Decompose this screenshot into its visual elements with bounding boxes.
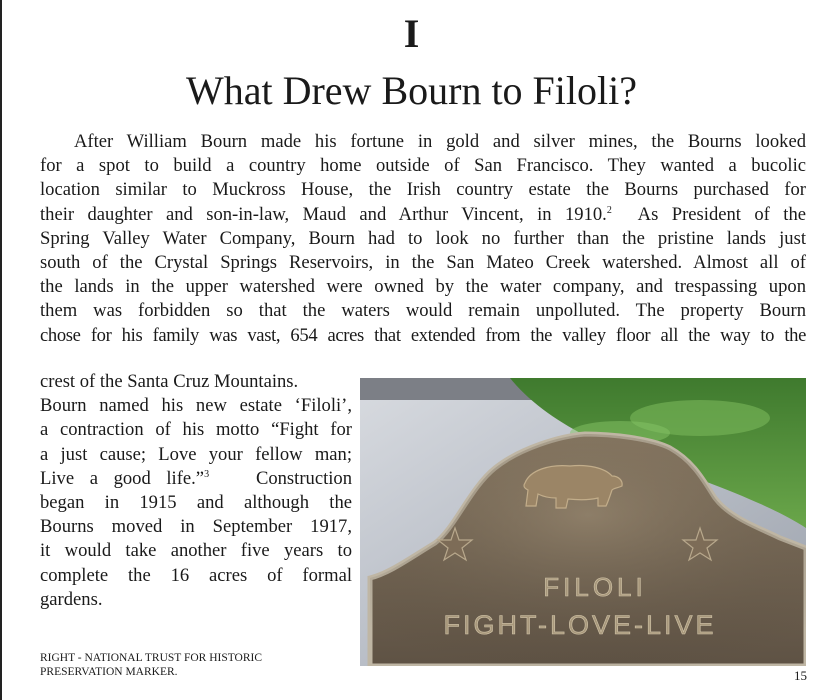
text-line: Bourns moved in September 1917, (40, 516, 352, 538)
text-line: for a spot to build a country home outside of San Francisco. They wanted a bucolic (40, 155, 806, 177)
chapter-title: What Drew Bourn to Filoli? (185, 68, 638, 113)
text-line: south of the Crystal Springs Reservoirs, in the San Mateo Creek watershed. Almost all of (40, 252, 806, 274)
text-line: the lands in the upper watershed were owned by the water company, and trespassing upon (40, 276, 806, 298)
text-line: Spring Valley Water Company, Bourn had to look no further than the pristine lands just (40, 227, 806, 249)
body-paragraph-top (40, 130, 806, 348)
text-line: After William Bourn made his fortune in gold and silver mines, the Bourns looked (74, 131, 806, 152)
text-line: them was forbidden so that the waters would remain unpolluted. The property Bourn (40, 300, 806, 322)
marker-photo-illustration (360, 378, 806, 666)
text-line: crest of the Santa Cruz Mountains. (40, 371, 299, 392)
text-line: began in 1915 and although the (40, 492, 352, 514)
text-line: it would take another five years to (40, 540, 352, 562)
text-line: complete the 16 acres of formal (40, 564, 352, 586)
caption-line: PRESERVATION MARKER. (40, 665, 178, 678)
footnote-ref: 3 (204, 468, 210, 480)
marker-text-name: FILOLI (543, 572, 647, 602)
text-line: chose for his family was vast, 654 acres that extended from the valley floor all the way to the (40, 324, 806, 346)
text-fragment: Construction (255, 467, 353, 489)
text-line (40, 467, 352, 491)
text-fragment: Live a good life.” (40, 467, 205, 489)
footnote-ref: 2 (606, 204, 612, 216)
photo-caption (40, 652, 340, 679)
text-line: location similar to Muckross House, the Irish country estate the Bourns purchased for (40, 179, 806, 201)
text-line: a just cause; Love your fellow man; (40, 443, 352, 465)
chapter-number: I (403, 11, 420, 56)
page-number: 15 (794, 668, 807, 683)
caption-line: RIGHT - NATIONAL TRUST FOR HISTORIC (40, 652, 263, 664)
text-line: Bourn named his new estate ‘Filoli’, (40, 395, 352, 417)
marker-photo (360, 378, 806, 666)
text-line: gardens. (40, 588, 103, 610)
text-line (40, 203, 806, 227)
marker-text-motto: FIGHT-LOVE-LIVE (443, 610, 717, 640)
body-paragraph-left (40, 370, 352, 612)
text-line: a contraction of his motto “Fight for (40, 419, 352, 441)
text-fragment: their daughter and son-in-law, Maud and Arthur Vincent, in 1910. (40, 203, 607, 225)
text-fragment: As President of the (637, 203, 806, 225)
